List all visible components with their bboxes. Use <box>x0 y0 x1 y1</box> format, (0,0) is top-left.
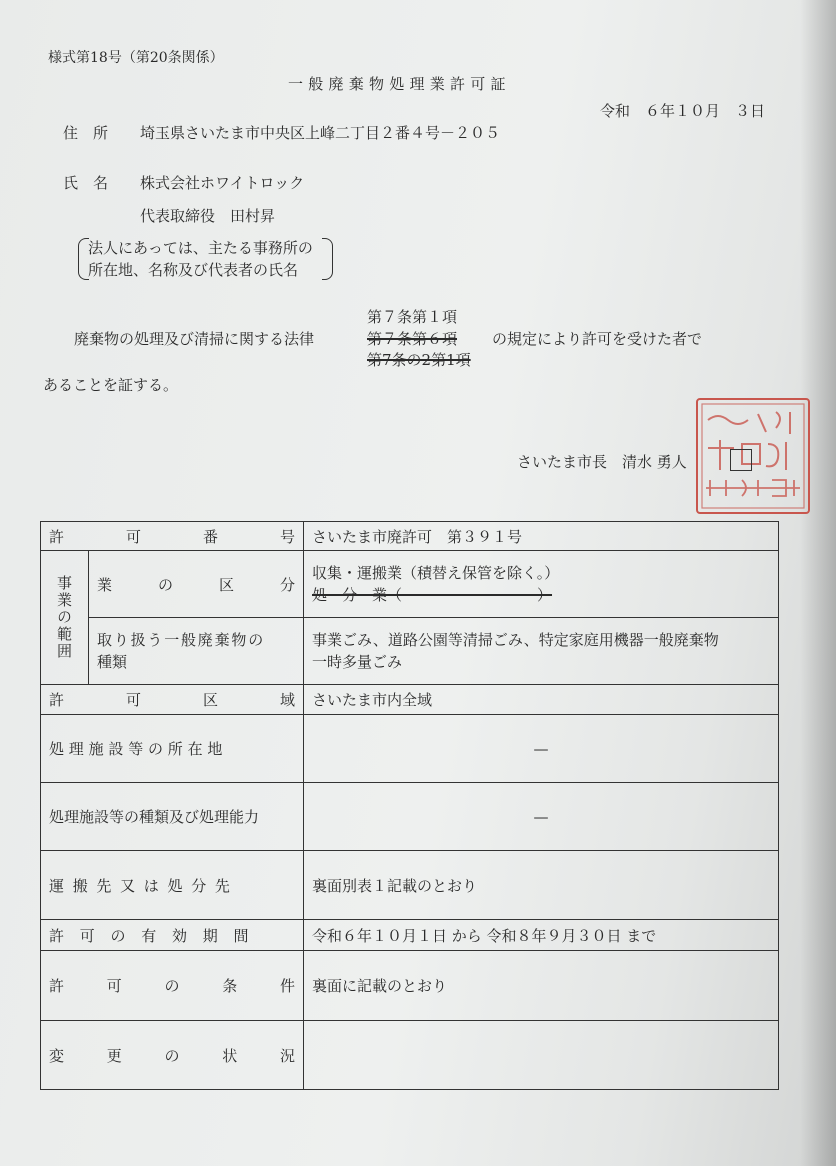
facility-type-value: — <box>304 783 779 851</box>
seal-box <box>730 449 752 471</box>
business-scope-label: 事業の範囲 <box>55 575 73 660</box>
conditions-value: 裏面に記載のとおり <box>304 951 779 1021</box>
waste-type-value-1: 事業ごみ、道路公園等清掃ごみ、特定家庭用機器一般廃棄物 <box>312 631 719 649</box>
issue-date: 令和 ６年１０月 ３日 <box>600 102 766 120</box>
law-suffix: の規定により許可を受けた者で <box>492 330 703 348</box>
row-facility-type <box>41 783 779 851</box>
changes-label: 変 更 の 状 況 <box>49 1046 295 1065</box>
paper-edge-shadow <box>800 0 836 1166</box>
row-business-category <box>41 551 779 618</box>
conditions-label: 許 可 の 条 件 <box>49 977 295 995</box>
note-line-1: 法人にあっては、主たる事務所の <box>88 239 313 257</box>
facility-location-value: — <box>304 715 779 783</box>
validity-label: 許可の有効期間 <box>49 926 265 945</box>
page-title: 一般廃棄物処理業許可証 <box>288 75 511 93</box>
validity-value: 令和６年１０月１日 から 令和８年９月３０日 まで <box>304 920 779 951</box>
address-label: 住 所 <box>63 124 109 142</box>
permit-area-label: 許 可 区 域 <box>49 691 295 709</box>
business-category-value-2: 処 分 業（ ） <box>312 586 553 604</box>
changes-value <box>304 1021 779 1090</box>
row-changes <box>41 1021 779 1090</box>
row-destination <box>41 851 779 920</box>
law-continuation: あることを証する。 <box>43 376 179 394</box>
row-facility-location <box>41 715 779 783</box>
law-article-struck-2: 第7条の2第1項 <box>367 351 471 369</box>
note-bracket-right <box>322 238 333 280</box>
business-category-value-1: 収集・運搬業（積替え保管を除く。） <box>312 564 560 582</box>
destination-value: 裏面別表１記載のとおり <box>304 851 779 920</box>
waste-type-label-1: 取り扱う一般廃棄物の <box>97 631 266 649</box>
company-name: 株式会社ホワイトロック <box>140 174 305 192</box>
business-category-label: 業 の 区 分 <box>97 575 295 594</box>
row-permit-number <box>41 522 779 551</box>
row-permit-area <box>41 685 779 715</box>
form-number: 様式第18号（第20条関係） <box>48 50 224 66</box>
row-waste-types <box>41 618 779 685</box>
law-article-active: 第７条第１項 <box>367 308 458 326</box>
note-line-2: 所在地、名称及び代表者の氏名 <box>88 261 299 279</box>
permit-number-value: さいたま市廃許可 第３９１号 <box>304 522 779 551</box>
law-name: 廃棄物の処理及び清掃に関する法律 <box>74 330 315 348</box>
waste-type-value-2: 一時多量ごみ <box>312 653 403 671</box>
facility-type-label: 処理施設等の種類及び処理能力 <box>49 808 260 826</box>
official-seal <box>696 398 810 514</box>
address-value: 埼玉県さいたま市中央区上峰二丁目２番４号－２０５ <box>140 124 501 142</box>
waste-type-label-2: 種類 <box>97 653 128 671</box>
law-article-struck-1: 第７条第６項 <box>367 330 458 348</box>
name-label: 氏 名 <box>63 174 109 192</box>
issuer-name: さいたま市長 清水 勇人 <box>517 453 687 471</box>
representative-name: 代表取締役 田村昇 <box>140 207 276 225</box>
destination-label: 運搬先又は処分先 <box>49 876 239 895</box>
permit-table <box>40 521 779 1090</box>
seal-markings <box>698 400 808 512</box>
row-validity <box>41 920 779 951</box>
facility-location-label: 処理施設等の所在地 <box>49 740 228 758</box>
row-conditions <box>41 951 779 1021</box>
permit-number-label: 許 可 番 号 <box>49 527 295 546</box>
permit-area-value: さいたま市内全域 <box>304 685 779 715</box>
